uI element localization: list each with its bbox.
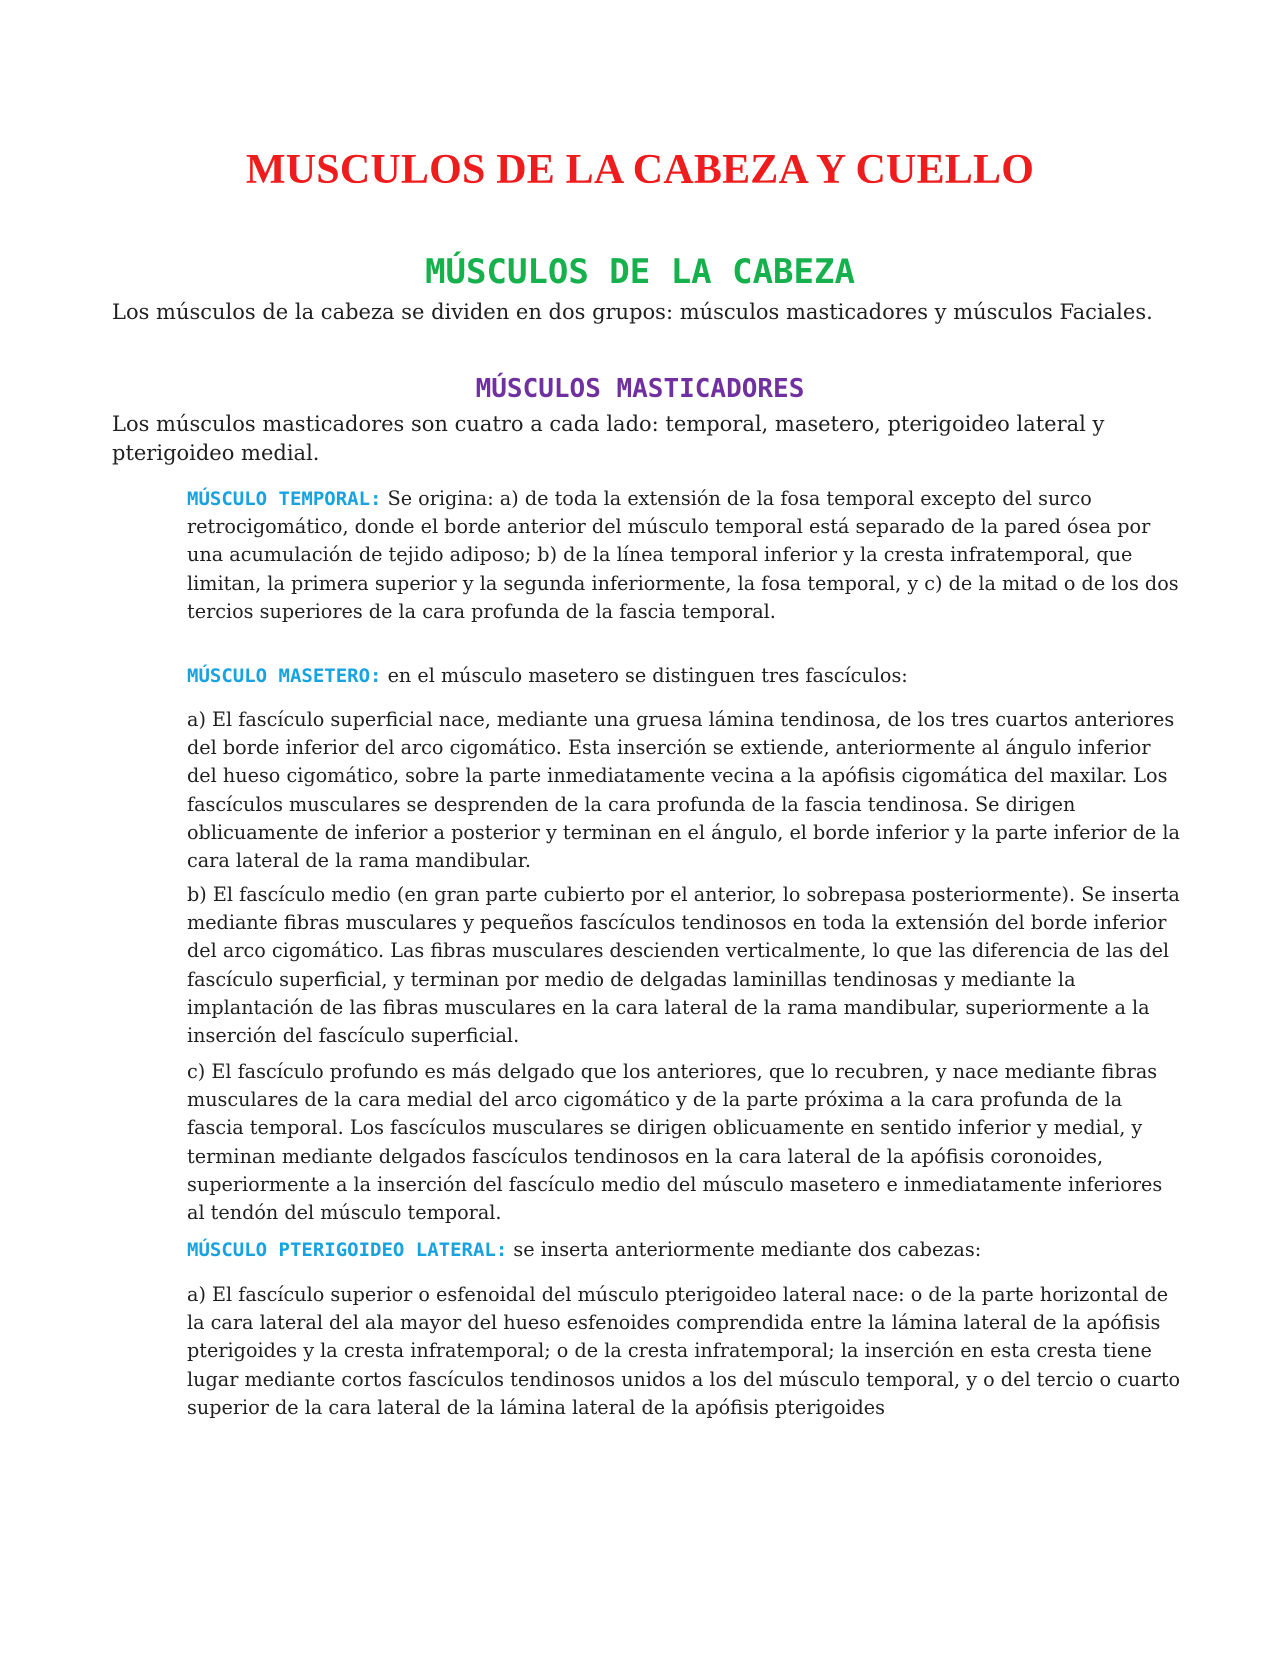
intro-cabeza-paragraph: Los músculos de la cabeza se dividen en dos grupos: músculos masticadores y músculos Faciales. (112, 300, 1153, 324)
masetero-label: MÚSCULO MASETERO: (187, 665, 382, 687)
pterigoideo-lateral-paragraph (187, 1236, 1182, 1264)
temporal-paragraph (187, 485, 1182, 626)
pterigoideo-lateral-text: se inserta anteriormente mediante dos cabezas: (507, 1238, 982, 1261)
temporal-label: MÚSCULO TEMPORAL: (187, 488, 382, 510)
intro-masticadores-paragraph: Los músculos masticadores son cuatro a cada lado: temporal, masetero, pterigoideo lateral y pterigoideo medial. (112, 412, 1105, 465)
heading-musculos-masticadores: MÚSCULOS MASTICADORES (475, 374, 805, 404)
masetero-fasciculo-b: b) El fascículo medio (en gran parte cubierto por el anterior, lo sobrepasa posteriormente). Se inserta mediante fibras musculares y pequeños fascículos tendinosos en toda la extensión del borde inferior del arco cigomático. Las fibras musculares descienden verticalmente, lo que las diferencia de las del fascículo superficial, y terminan por medio de delgadas laminillas tendinosas y mediante la implantación de las fibras musculares en la cara lateral de la rama mandibular, superiormente a la inserción del fascículo superficial. (187, 883, 1180, 1048)
masetero-fasciculo-a: a) El fascículo superficial nace, mediante una gruesa lámina tendinosa, de los tres cuartos anteriores del borde inferior del arco cigomático. Esta inserción se extiende, anteriormente al ángulo inferior del hueso cigomático, sobre la parte inmediatamente vecina a la apófisis cigomática del maxilar. Los fascículos musculares se desprenden de la cara profunda de la fascia tendinosa. Se dirigen oblicuamente de inferior a posterior y terminan en el ángulo, el borde inferior y la parte inferior de la cara lateral de la rama mandibular. (187, 708, 1180, 873)
pterigoideo-lateral-fasciculo-a: a) El fascículo superior o esfenoidal del músculo pterigoideo lateral nace: o de la parte horizontal de la cara lateral del ala mayor del hueso esfenoides comprendida entre la lámina lateral de la apófisis pterigoides y la cresta infratemporal; o de la cresta infratemporal; la inserción en esta cresta tiene lugar mediante cortos fascículos tendinosos unidos a los del músculo temporal, y o del tercio o cuarto superior de la cara lateral de la lámina lateral de la apófisis pterigoides (187, 1283, 1181, 1419)
document-title: MUSCULOS DE LA CABEZA Y CUELLO (245, 147, 1035, 193)
temporal-text: Se origina: a) de toda la extensión de la fosa temporal excepto del surco retrocigomático, donde el borde anterior del músculo temporal está separado de la pared ósea por una acumulación de tejido adiposo; b) de la línea temporal inferior y la cresta infratemporal, que limitan, la primera superior y la segunda inferiormente, la fosa temporal, y c) de la mitad o de los dos tercios superiores de la cara profunda de la fascia temporal. (187, 487, 1179, 623)
pterigoideo-lateral-label: MÚSCULO PTERIGOIDEO LATERAL: (187, 1239, 508, 1261)
masetero-text: en el músculo masetero se distinguen tres fascículos: (381, 664, 908, 687)
heading-musculos-cabeza: MÚSCULOS DE LA CABEZA (425, 252, 855, 292)
masetero-fasciculo-c: c) El fascículo profundo es más delgado que los anteriores, que lo recubren, y nace mediante fibras musculares de la cara medial del arco cigomático y de la parte próxima a la cara profunda de la fascia temporal. Los fascículos musculares se dirigen oblicuamente en sentido inferior y medial, y terminan mediante delgados fascículos tendinosos en la cara lateral de la apófisis coronoides, superiormente a la inserción del fascículo medio del músculo masetero e inmediatamente inferiores al tendón del músculo temporal. (187, 1060, 1163, 1225)
masetero-paragraph (187, 662, 1182, 690)
